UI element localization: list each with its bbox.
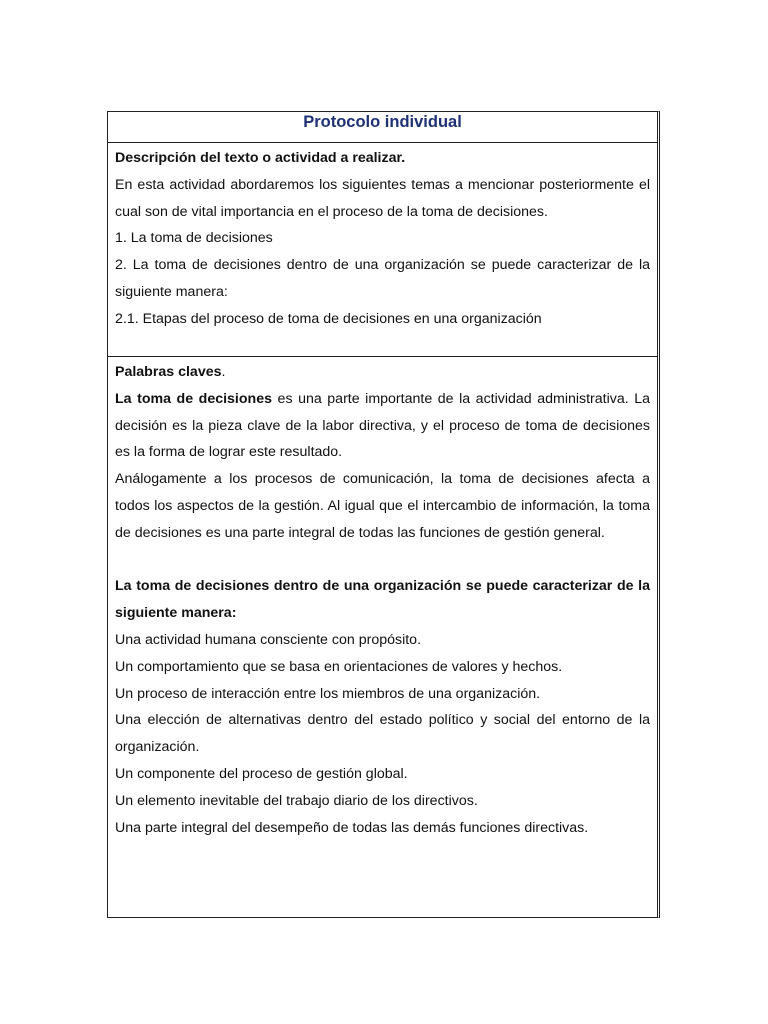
keywords-section xyxy=(108,357,657,917)
characteristic-item: Un comportamiento que se basa en orientaciones de valores y hechos. xyxy=(115,658,563,675)
description-heading: Descripción del texto o actividad a realizar. xyxy=(115,150,406,166)
keywords-heading-suffix: . xyxy=(221,364,226,380)
characteristic-item: Un componente del proceso de gestión global. xyxy=(115,765,408,782)
topic-item: 2. La toma de decisiones dentro de una organización se puede caracterizar de la siguiente manera: xyxy=(115,257,650,300)
spacer xyxy=(115,547,650,574)
topic-item: 1. La toma de decisiones xyxy=(115,230,273,247)
keywords-paragraph-1 xyxy=(115,386,650,466)
description-intro: En esta actividad abordaremos los siguientes temas a mencionar posteriormente el cual son de vital importancia en el proceso de la toma de decisiones. xyxy=(115,176,650,220)
keywords-heading: Palabras claves xyxy=(115,364,222,380)
keyword-term: La toma de decisiones xyxy=(115,390,272,407)
characteristic-item: Un proceso de interacción entre los miembros de una organización. xyxy=(115,685,541,702)
characteristic-item: Una parte integral del desempeño de todas las demás funciones directivas. xyxy=(115,819,589,836)
characteristic-item: Una elección de alternativas dentro del estado político y social del entorno de la organización. xyxy=(115,712,650,756)
characteristics-heading: La toma de decisiones dentro de una organización se puede caracterizar de la siguiente manera: xyxy=(115,578,650,622)
characteristic-item: Un elemento inevitable del trabajo diario de los directivos. xyxy=(115,792,478,809)
characteristic-item: Una actividad humana consciente con propósito. xyxy=(115,631,422,648)
title-row xyxy=(108,112,657,143)
description-section xyxy=(108,143,657,357)
topic-item: 2.1. Etapas del proceso de toma de decisiones en una organización xyxy=(115,310,542,327)
page-title: Protocolo individual xyxy=(303,113,462,131)
protocol-table xyxy=(107,111,660,918)
keyword-definition: es una parte importante de la actividad administrativa. La decisión es la pieza clave de la labor directiva, y el proceso de toma de decisiones es la forma de lograr este resultado. xyxy=(115,390,651,461)
keywords-paragraph-2: Análogamente a los procesos de comunicación, la toma de decisiones afecta a todos los aspectos de la gestión. Al igual que el intercambio de información, la toma de decisiones es una parte integral de todas las funciones de gestión general. xyxy=(115,471,650,541)
keywords-heading-line xyxy=(115,359,650,386)
